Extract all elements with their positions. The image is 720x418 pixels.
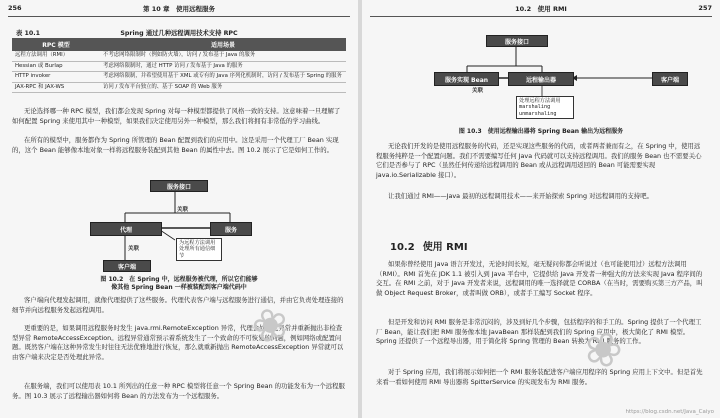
note-line: unmarshaling bbox=[519, 110, 557, 117]
paragraph: 无论我们开发的是使用远程服务的代码，还是实现这些服务的代码，或者两者兼而有之，在 Spring 中，使用远程服务纯粹是一个配置问题。我们不需要编写任何 Java 代码就可以支持远程调用。我们的服务 Bean 也不需要关心它们是否参与了 RPC（虽然任何传递给远程调用的 Bean 或从远程调用返回的 Bean 可能需要实现 java.io.Serializable 接口）。 bbox=[376, 142, 702, 179]
table-cell: 考虑网络限制，并希望使用基于 XML 或专有的 Java 序列化机制时，访问 / 发布基于 Spring 的服务 bbox=[100, 72, 346, 83]
page-number: 257 bbox=[698, 4, 712, 12]
client-box: 客户端 bbox=[652, 72, 688, 86]
paragraph: 让我们通过 RMI——Java 最初的远程调用技术——来开始探索 Spring 对远程调用的支持吧。 bbox=[388, 192, 653, 200]
note-line: 处理远程方法调用 bbox=[519, 98, 561, 104]
paragraph: 在所有的模型中，服务都作为 Spring 所管理的 Bean 配置到我们的应用中。这是采用一个代理工厂 Bean 实现的，这个 Bean 能够像本地对象一样将远程服务装配到其他 Bean 的属性中去。图 10.2 展示了它是如何工作的。 bbox=[12, 136, 339, 154]
section-title: 使用 RMI bbox=[422, 242, 468, 253]
paragraph: 客户端向代理发起调用，就像代理提供了这些服务。代理代表客户端与远程服务进行通信，并由它负责处理连接的细节并向远程服务发起远程调用。 bbox=[12, 296, 344, 314]
association-label: 关联 bbox=[472, 88, 484, 94]
right-page bbox=[362, 0, 720, 418]
watermark-url: https://blog.csdn.net/Java_Caiyo bbox=[625, 409, 714, 415]
paragraph: 无论选择哪一种 RPC 模型，我们都会发现 Spring 对每一种模型都提供了风格一致的支持。这意味着一旦理解了如何配置 Spring 来使用其中一种模型，如果我们决定使用另外一种模型，那么我们将拥有非常低的学习曲线。 bbox=[12, 107, 341, 125]
section-number: 10.2 bbox=[390, 242, 415, 253]
table-header: 适用场景 bbox=[100, 38, 346, 51]
table-cell: 访问 / 发布平台独立的、基于 SOAP 的 Web 服务 bbox=[100, 82, 346, 93]
paragraph: 对于 Spring 应用，我们将展示如何把一个 RMI 服务装配进客户端应用程序的 Spring 应用上下文中。但是首先来看一看如何使用 RMI 导出器将 SpitterService 的实现发布为 RMI 服务。 bbox=[376, 368, 703, 386]
association-label: 关联 bbox=[128, 246, 140, 252]
figure-caption: 像其他 Spring Bean 一样被装配到客户端代码中 bbox=[111, 284, 247, 291]
paragraph: 但是开发和访问 RMI 服务是非常沉闷的，涉及到好几个步骤，包括程序的和手工的。Spring 提供了一个代理工厂 Bean，能让我们把 RMI 服务像本地 JavaBean 那样装配到我们的 Spring 应用中，极大简化了 RMI 模型。Spring 还提供了一个远程导出器，用于简化将 Spring 管理的 Bean 转换为 RMI 服务的工作。 bbox=[376, 318, 702, 346]
remote-exporter-box: 远程输出器 bbox=[508, 72, 574, 86]
table-number: 表 10.1 bbox=[16, 30, 41, 37]
table-cell: 考虑网络限制时，通过 HTTP 访问 / 发布基于 Java 的服务 bbox=[100, 61, 346, 72]
running-head: 10.2 使用 RMI bbox=[515, 5, 567, 13]
table-title: Spring 通过几种远程调用技术支持 RPC bbox=[120, 30, 238, 37]
figure-caption: 图 10.2 在 Spring 中，远程服务被代理，所以它们能够 bbox=[100, 276, 258, 283]
paragraph: 如果你曾经使用 Java 语言开发过，无论时间长短，毫无疑问你都会听说过（也可能使用过）远程方法调用（RMI）。RMI 首先在 JDK 1.1 被引入到 Java 平台中，它提供给 Java 开发者一种强大的方法来实现 Java 程序间的交互。在 RMI 之前，对于 Java 开发者来说，远程调用的唯一选择就是 CORBA（在当时，需要购买第三方产品，叫做 Object Request Broker，或者叫做 ORB），或者手工编写 Socket 程序。 bbox=[376, 260, 703, 297]
figure-10-3-connectors bbox=[362, 0, 720, 418]
paragraph: 在服务端，我们可以使用表 10.1 所列出的任意一种 RPC 模型将任意一个 Spring Bean 的功能发布为一个远程服务。图 10.3 展示了远程输出器如何将 Bean 的方法发布为一个远程服务。 bbox=[12, 382, 345, 400]
table-cell: HTTP invoker bbox=[12, 72, 100, 83]
service-interface-box: 服务接口 bbox=[150, 180, 208, 192]
service-impl-bean-box: 服务实现 Bean bbox=[434, 72, 499, 86]
note-line: marshaling bbox=[519, 104, 551, 111]
section-heading bbox=[390, 238, 468, 253]
client-box: 客户端 bbox=[103, 260, 151, 272]
table-cell: 远程方法调用（RMI） bbox=[12, 51, 100, 61]
figure-caption: 图 10.3 使用远程输出器将 Spring Bean 输出为远程服务 bbox=[458, 128, 624, 135]
table-cell: JAX-RPC 和 JAX-WS bbox=[12, 82, 100, 93]
left-page bbox=[0, 0, 358, 418]
watermark-graphic: ❀ bbox=[245, 295, 296, 356]
page-number: 256 bbox=[8, 4, 22, 12]
chapter-title: 第 10 章 使用远程服务 bbox=[142, 5, 216, 13]
service-interface-box: 服务接口 bbox=[486, 35, 548, 47]
service-box: 服务 bbox=[210, 222, 252, 236]
table-header: RPC 模型 bbox=[12, 38, 100, 51]
proxy-box: 代理 bbox=[90, 222, 162, 236]
paragraph: 更重要的是，如果调用远程服务时发生 java.rmi.RemoteException 异常，代理会处理此异常并重新抛出非检查型异常 RemoteAccessException。远程异常通常预示着系统发生了一个致命的不可恢复的问题，例如网络或配置问题。既然客户端在这种异常发生时往往无法优雅地进行恢复，那么就重新抛出 RemoteAccessException 异常就可以由客户端来决定是否处理此异常。 bbox=[12, 324, 344, 361]
table-cell: Hessian 或 Burlap bbox=[12, 61, 100, 72]
table-cell: 不考虑网络限制时（例如防火墙），访问 / 发布基于 Java 的服务 bbox=[100, 51, 346, 61]
watermark-graphic: ❀ bbox=[576, 317, 630, 381]
figure-note bbox=[516, 96, 574, 119]
association-label: 关联 bbox=[177, 207, 189, 213]
figure-note: 为远程方法调用处理所有通信细节 bbox=[176, 238, 222, 261]
